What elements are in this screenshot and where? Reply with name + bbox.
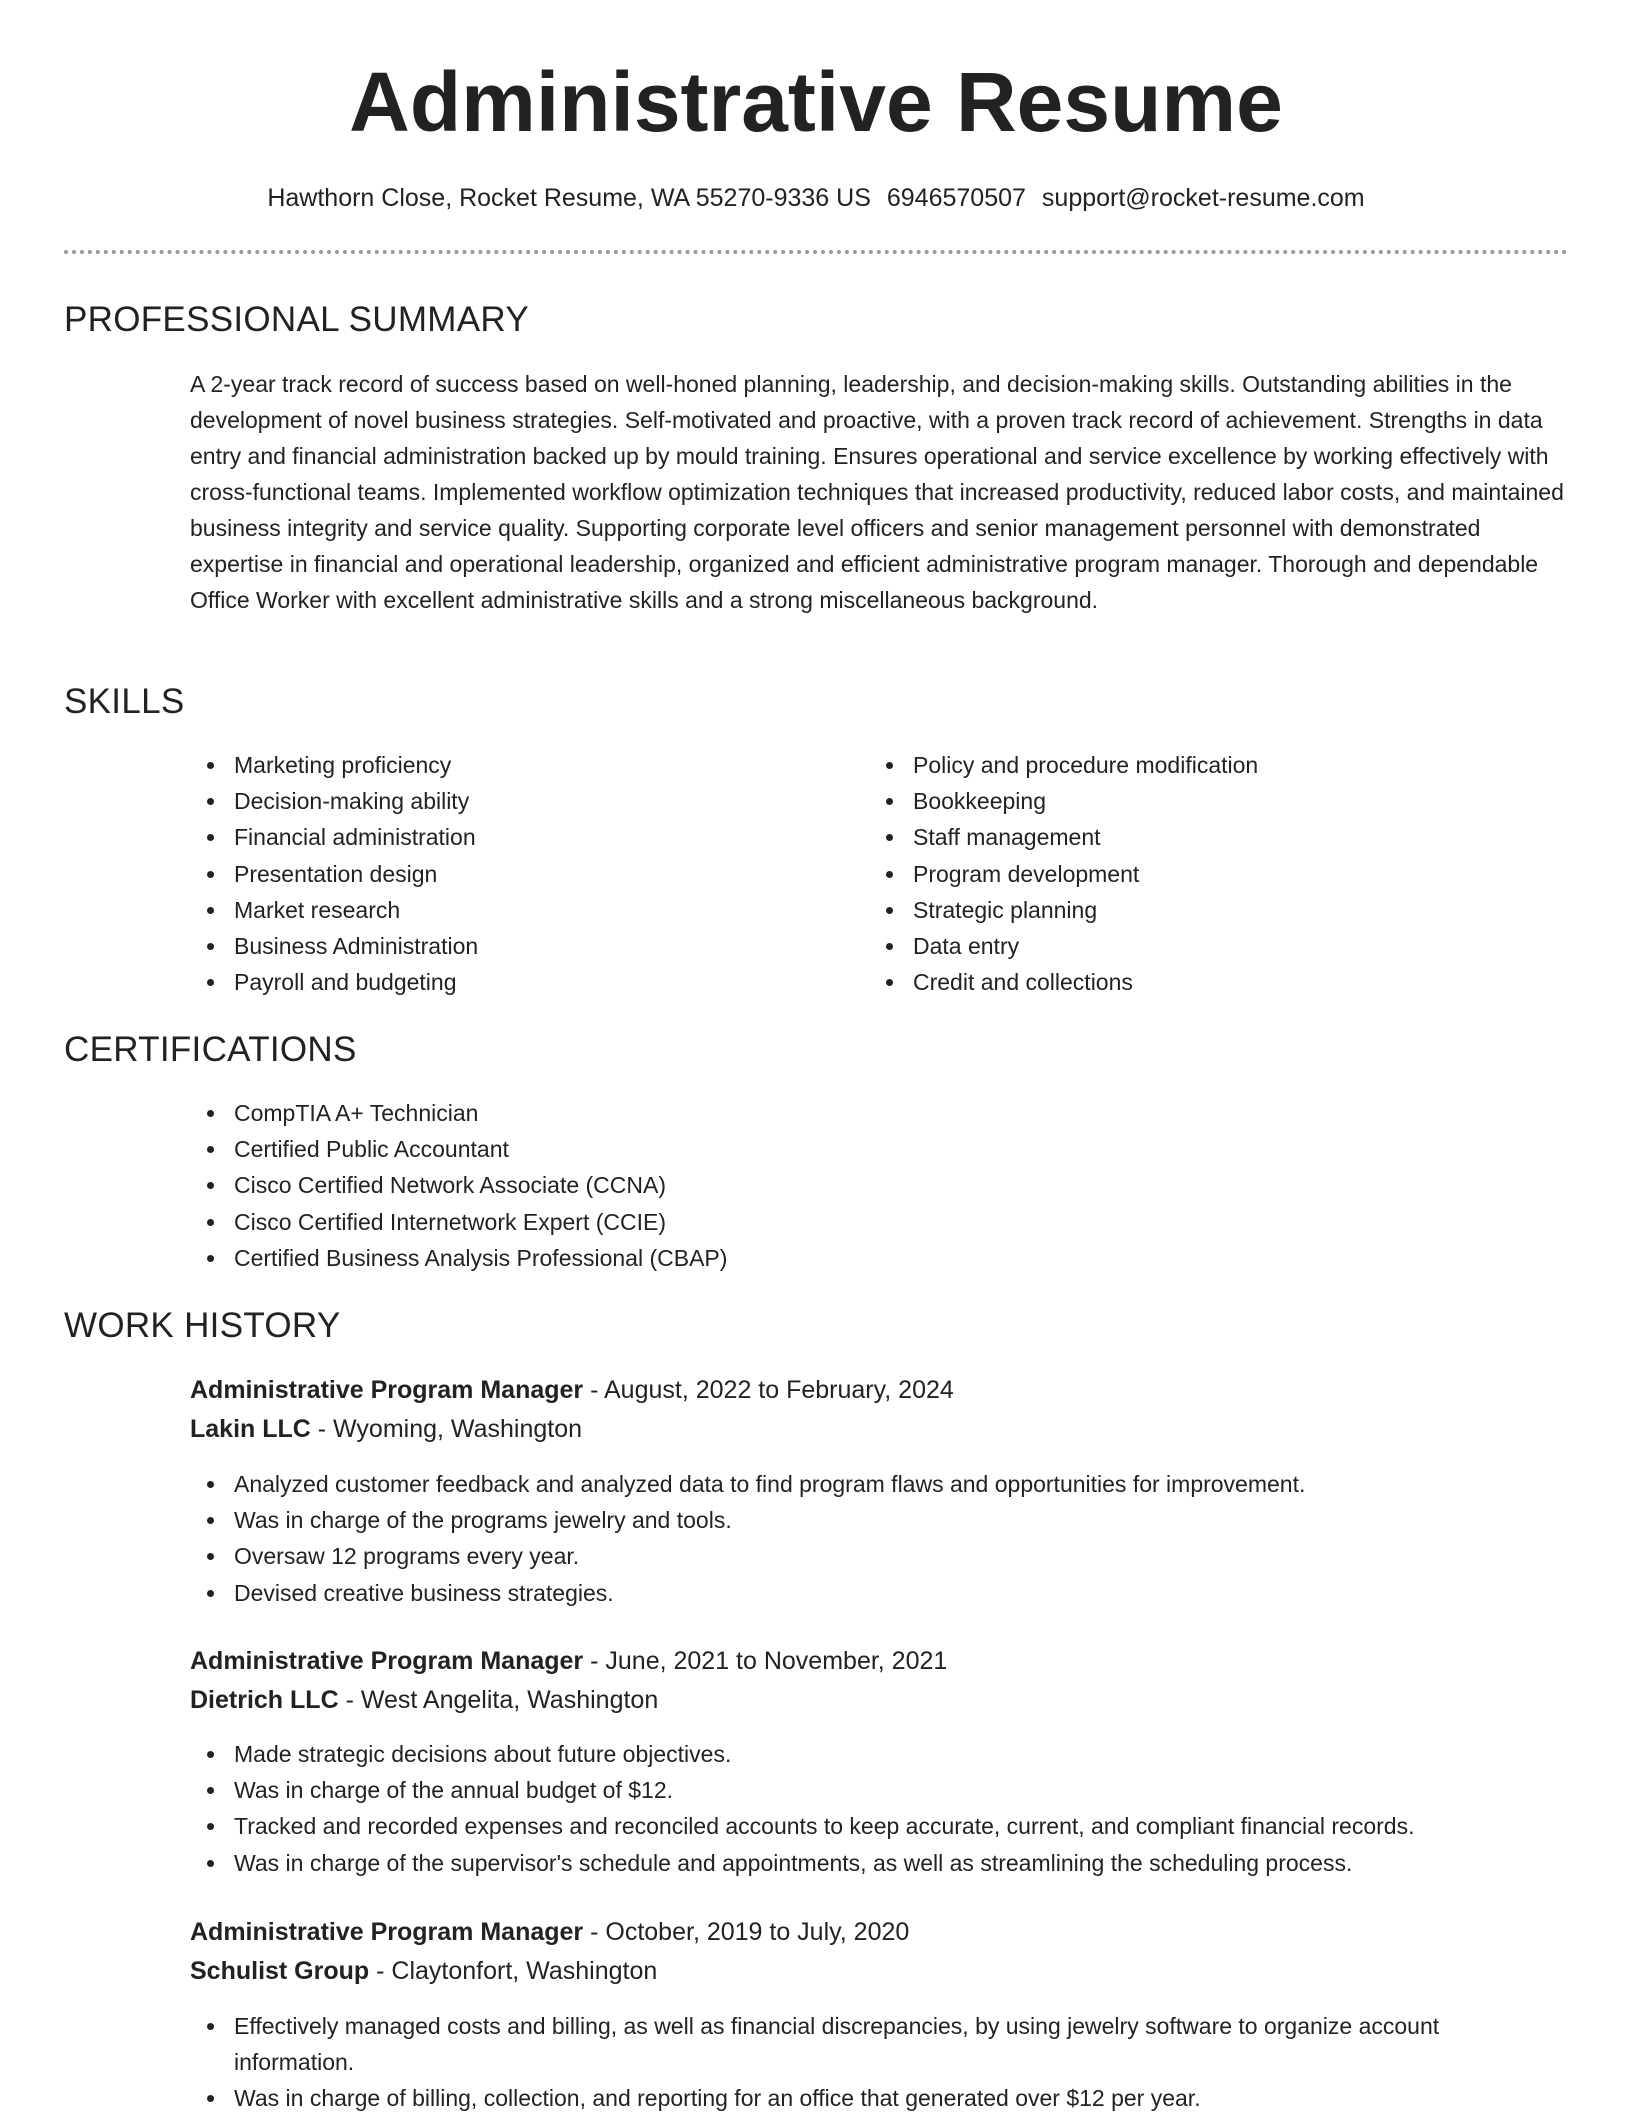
job-bullet: Was in charge of the programs jewelry and tools.	[190, 1502, 1570, 1538]
job-company-line	[190, 1411, 582, 1447]
job-bullet: Made strategic decisions about future objectives.	[190, 1736, 1570, 1772]
skill-item: Payroll and budgeting	[190, 964, 790, 1000]
job-dates: - June, 2021 to November, 2021	[583, 1647, 948, 1675]
job-bullet: Analyzed customer feedback and analyzed data to find program flaws and opportunities for improvement.	[190, 1466, 1570, 1502]
resume-title: Administrative Resume	[349, 55, 1283, 149]
skill-item: Presentation design	[190, 856, 790, 892]
job-bullet: Effectively managed costs and billing, as well as financial discrepancies, by using jewelry software to organize account information.	[190, 2008, 1550, 2080]
skills-list-left	[190, 747, 790, 1000]
section-title-summary: PROFESSIONAL SUMMARY	[64, 300, 529, 339]
job-bullets	[190, 1736, 1570, 1881]
skill-item: Policy and procedure modification	[869, 747, 1549, 783]
job-location: - Claytonfort, Washington	[369, 1957, 658, 1985]
certification-item: Cisco Certified Internetwork Expert (CCIE)	[190, 1204, 1566, 1240]
job-company-line	[190, 1953, 657, 1989]
skill-item: Program development	[869, 856, 1549, 892]
job-location: - Wyoming, Washington	[310, 1415, 583, 1443]
section-title-skills: SKILLS	[64, 682, 185, 721]
job-bullet: Was in charge of the supervisor's schedule and appointments, as well as streamlining the scheduling process.	[190, 1845, 1570, 1881]
section-title-work-history: WORK HISTORY	[64, 1306, 341, 1345]
certifications-list	[190, 1095, 1566, 1276]
contact-address: Hawthorn Close, Rocket Resume, WA 55270-9336 US	[267, 184, 871, 212]
certification-item: CompTIA A+ Technician	[190, 1095, 1566, 1131]
job-bullets	[190, 2008, 1550, 2117]
job-title-line	[190, 1643, 947, 1679]
skill-item: Bookkeeping	[869, 783, 1549, 819]
contact-line	[0, 180, 1632, 216]
job-title: Administrative Program Manager	[190, 1918, 584, 1946]
certification-item: Cisco Certified Network Associate (CCNA)	[190, 1167, 1566, 1203]
job-title: Administrative Program Manager	[190, 1647, 584, 1675]
skill-item: Staff management	[869, 819, 1549, 855]
job-bullet: Devised creative business strategies.	[190, 1575, 1570, 1611]
skill-item: Market research	[190, 892, 790, 928]
skill-item: Strategic planning	[869, 892, 1549, 928]
job-location: - West Angelita, Washington	[338, 1686, 659, 1714]
job-dates: - October, 2019 to July, 2020	[583, 1918, 910, 1946]
skill-item: Credit and collections	[869, 964, 1549, 1000]
job-bullet: Oversaw 12 programs every year.	[190, 1538, 1570, 1574]
skill-item: Data entry	[869, 928, 1549, 964]
job-title-line	[190, 1372, 954, 1408]
certification-item: Certified Business Analysis Professional (CBAP)	[190, 1240, 1566, 1276]
job-bullet: Tracked and recorded expenses and reconciled accounts to keep accurate, current, and compliant financial records.	[190, 1808, 1570, 1844]
skill-item: Financial administration	[190, 819, 790, 855]
job-company-line	[190, 1682, 658, 1718]
certification-item: Certified Public Accountant	[190, 1131, 1566, 1167]
job-company: Lakin LLC	[190, 1415, 311, 1443]
summary-text: A 2-year track record of success based on well-honed planning, leadership, and decision-making skills. Outstanding abilities in the development of novel business strategies. Self-motivated and proactive, with a proven track record of achievement. Strengths in data entry and financial administration backed up by mould training. Ensures operational and service excellence by working effectively with cross-functional teams. Implemented workflow optimization techniques that increased productivity, reduced labor costs, and maintained business integrity and service quality. Supporting corporate level officers and senior management personnel with demonstrated expertise in financial and operational leadership, organized and efficient administrative program manager. Thorough and dependable Office Worker with excellent administrative skills and a strong miscellaneous background.	[190, 371, 1564, 613]
job-bullets	[190, 1466, 1570, 1611]
section-title-certifications: CERTIFICATIONS	[64, 1030, 357, 1069]
job-title-line	[190, 1914, 909, 1950]
job-title: Administrative Program Manager	[190, 1376, 584, 1404]
skill-item: Marketing proficiency	[190, 747, 790, 783]
job-company: Dietrich LLC	[190, 1686, 339, 1714]
contact-phone: 6946570507	[886, 184, 1026, 212]
skills-list-right	[869, 747, 1549, 1000]
skill-item: Decision-making ability	[190, 783, 790, 819]
job-bullet: Was in charge of billing, collection, and reporting for an office that generated over $12 per year.	[190, 2080, 1550, 2116]
contact-email: support@rocket-resume.com	[1041, 184, 1365, 212]
job-bullet: Was in charge of the annual budget of $12.	[190, 1772, 1570, 1808]
skill-item: Business Administration	[190, 928, 790, 964]
job-dates: - August, 2022 to February, 2024	[583, 1376, 954, 1404]
job-company: Schulist Group	[190, 1957, 370, 1985]
header-divider	[64, 250, 1568, 254]
